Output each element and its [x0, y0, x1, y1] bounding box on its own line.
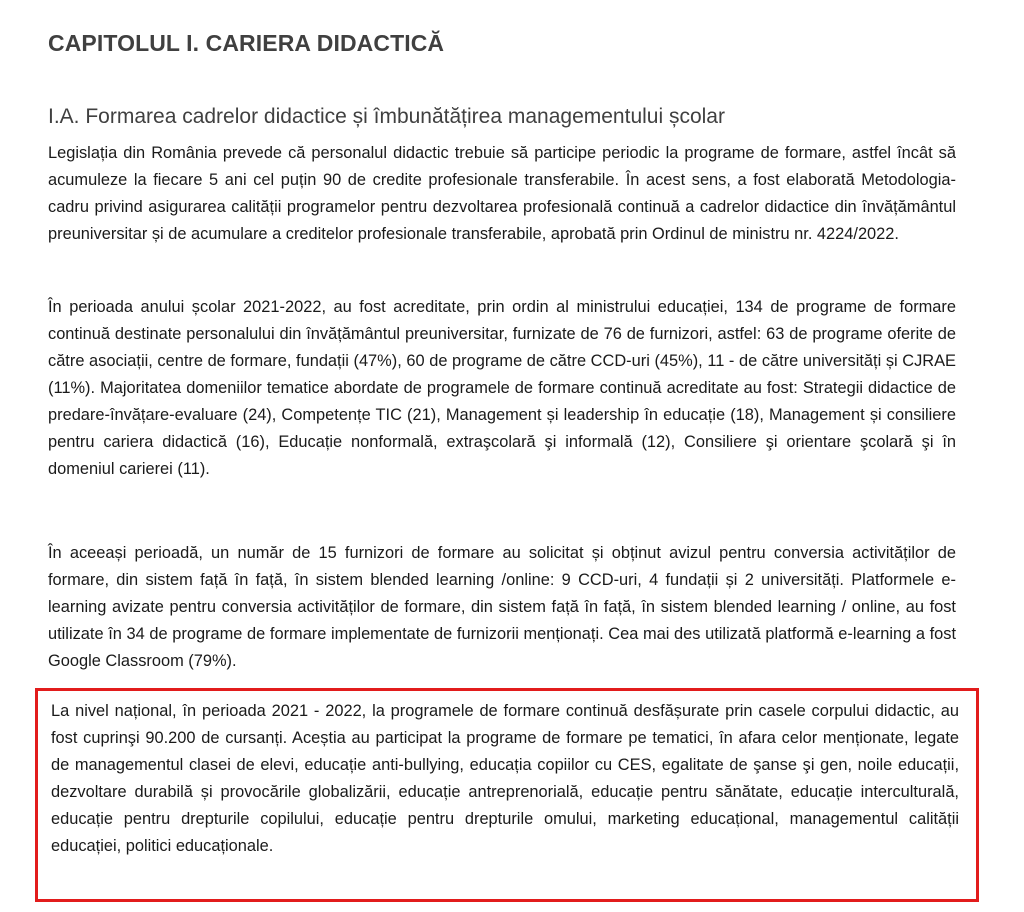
- chapter-title: CAPITOLUL I. CARIERA DIDACTICĂ: [48, 30, 445, 56]
- paragraph-national-training: La nivel național, în perioada 2021 - 2022, la programele de formare continuă desfășurate prin casele corpului didactic, au fost cuprinşi 90.200 de cursanți. Aceștia au participat la programe de formare pe tematici, în afara celor menționate, legate de managementul clasei de elevi, educație anti-bullying, educația copiilor cu CES, egalitate de şanse şi gen, noile educații, dezvoltare durabilă și provocările globalizării, educație antreprenorială, educație pentru sănătate, educație interculturală, educație pentru drepturile copilului, educație pentru drepturile omului, marketing educațional, managementul calității educației, politici educaționale.: [51, 702, 959, 855]
- highlight-box: [35, 688, 979, 902]
- section-title: I.A. Formarea cadrelor didactice și îmbunătățirea managementului școlar: [48, 105, 725, 128]
- paragraph-elearning-conversion: În aceeași perioadă, un număr de 15 furnizori de formare au solicitat și obținut avizul pentru conversia activităților de formare, din sistem față în față, în sistem blended learning /online: 9 CCD-uri, 4 fundații și 2 universități. Platformele e-learning avizate pentru conversia activităților de formare, din sistem față în față, în sistem blended learning / online, au fost utilizate în 34 de programe de formare implementate de furnizorii menționați. Cea mai des utilizată platformă e-learning a fost Google Classroom (79%).: [48, 544, 956, 670]
- paragraph-legislation: Legislația din România prevede că personalul didactic trebuie să participe periodic la programe de formare, astfel încât să acumuleze la fiecare 5 ani cel puțin 90 de credite profesionale transferabile. În acest sens, a fost elaborată Metodologia-cadru privind asigurarea calității programelor pentru dezvoltarea profesională continuă a cadrelor didactice din învățământul preuniversitar și de acumulare a creditelor profesionale transferabile, aprobată prin Ordinul de ministru nr. 4224/2022.: [48, 144, 956, 243]
- paragraph-accredited-programs: În perioada anului școlar 2021-2022, au fost acreditate, prin ordin al ministrului educației, 134 de programe de formare continuă destinate personalului din învățământul preuniversitar, furnizate de 76 de furnizori, astfel: 63 de programe oferite de către asociații, centre de formare, fundații (47%), 60 de programe de către CCD-uri (45%), 11 - de către universități și CJRAE (11%). Majoritatea domeniilor tematice abordate de programele de formare continuă acreditate au fost: Strategii didactice de predare-învățare-evaluare (24), Competențe TIC (21), Management și leadership în educație (18), Management și consiliere pentru cariera didactică (16), Educație nonformală, extraşcolară şi informală (12), Consiliere şi orientare şcolară şi în domeniul carierei (11).: [48, 298, 956, 478]
